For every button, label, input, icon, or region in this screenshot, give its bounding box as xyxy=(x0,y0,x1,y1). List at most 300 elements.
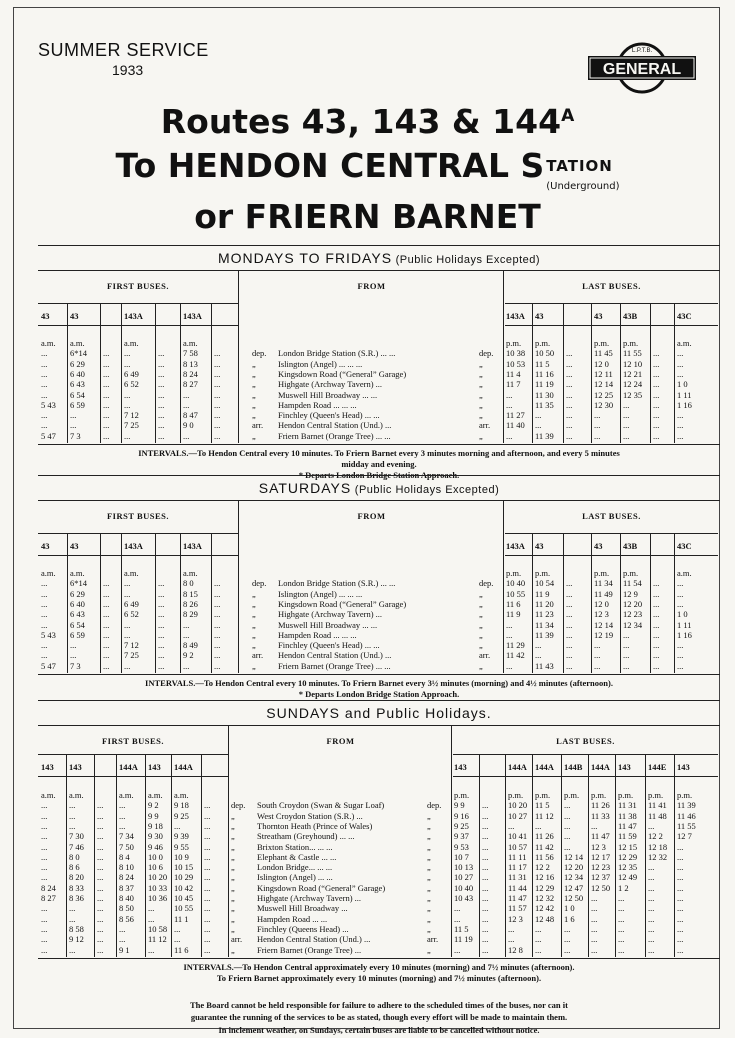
last-bus-time: ... xyxy=(677,882,684,893)
first-bus-time: 8 50 xyxy=(119,903,134,914)
last-col-divider xyxy=(561,754,562,957)
first-bus-time: ... xyxy=(97,820,104,831)
last-col-divider xyxy=(479,754,480,957)
last-bus-time: ... xyxy=(454,913,461,924)
last-bus-time: ... xyxy=(564,841,571,852)
first-bus-time: 6 40 xyxy=(70,368,85,379)
stop-suffix: „ xyxy=(427,893,431,903)
first-bus-time: 8 4 xyxy=(119,851,130,862)
first-bus-time: ... xyxy=(41,420,48,431)
first-bus-time: ... xyxy=(41,609,48,620)
last-col-header: 144A xyxy=(508,762,527,772)
first-bus-time: ... xyxy=(41,831,48,842)
last-bus-time: 11 19 xyxy=(454,934,473,945)
last-col-header: 43C xyxy=(677,541,692,551)
first-bus-time: 10 15 xyxy=(174,862,194,873)
title-underground-text: (Underground) xyxy=(546,181,620,192)
last-bus-time: p.m. xyxy=(508,790,524,800)
last-bus-time: 11 9 xyxy=(535,588,550,599)
first-bus-time: ... xyxy=(183,399,190,410)
last-bus-time: 12 9 xyxy=(623,588,638,599)
divider-from-left xyxy=(238,501,239,673)
last-col-divider xyxy=(674,754,675,957)
stop-suffix: „ xyxy=(479,629,483,640)
first-bus-time: 11 12 xyxy=(148,934,167,945)
stop-name: Hampden Road ... ... ... xyxy=(278,399,357,410)
last-bus-time: ... xyxy=(677,598,684,609)
last-bus-time: ... xyxy=(566,609,573,620)
last-bus-time: 12 3 xyxy=(594,609,609,620)
last-bus-time: ... xyxy=(564,820,571,831)
last-bus-time: ... xyxy=(618,893,625,903)
last-bus-time: 12 50 xyxy=(591,882,611,893)
last-bus-time: ... xyxy=(535,420,542,431)
last-bus-time: ... xyxy=(677,851,684,862)
last-col-header: 144A xyxy=(535,762,554,772)
first-bus-time: ... xyxy=(41,578,48,589)
last-bus-time: 12 34 xyxy=(623,619,643,630)
last-bus-time: ... xyxy=(566,588,573,599)
last-bus-time: ... xyxy=(653,420,660,431)
first-bus-time: ... xyxy=(158,410,165,421)
last-bus-time: 11 44 xyxy=(508,882,527,893)
last-bus-time: 11 27 xyxy=(506,410,525,421)
last-bus-time: ... xyxy=(677,430,684,441)
last-bus-time: 12 29 xyxy=(618,851,638,862)
section-rule-top xyxy=(38,245,720,246)
first-bus-time: ... xyxy=(41,379,48,390)
last-bus-time: 11 47 xyxy=(508,893,527,903)
last-bus-time: 11 20 xyxy=(535,598,554,609)
last-col-header: 43 xyxy=(594,541,603,551)
last-bus-time: ... xyxy=(677,923,684,934)
last-bus-time: ... xyxy=(535,650,542,661)
last-bus-time: ... xyxy=(591,923,598,934)
last-bus-time: p.m. xyxy=(648,790,664,800)
logo-small-text: L.P.T.B. xyxy=(631,48,653,54)
first-bus-time: ... xyxy=(158,609,165,620)
first-col-header: 144A xyxy=(119,762,138,772)
last-bus-time: 1 0 xyxy=(677,609,688,620)
first-bus-time: a.m. xyxy=(148,790,163,800)
first-bus-time: ... xyxy=(214,598,221,609)
first-bus-time: 7 50 xyxy=(119,841,134,852)
stop-prefix: „ xyxy=(252,640,256,651)
last-bus-time: p.m. xyxy=(506,338,522,348)
first-bus-time: 7 12 xyxy=(124,410,139,421)
last-bus-time: ... xyxy=(653,598,660,609)
last-bus-time: 11 42 xyxy=(535,841,554,852)
last-bus-time: 11 34 xyxy=(535,619,554,630)
last-bus-time: 11 39 xyxy=(677,800,696,811)
stop-prefix: „ xyxy=(252,598,256,609)
section-rule-sub xyxy=(38,270,720,271)
first-bus-time: ... xyxy=(158,629,165,640)
last-bus-time: 12 11 xyxy=(594,368,613,379)
stop-suffix: „ xyxy=(427,820,431,831)
section-heading xyxy=(38,705,720,721)
first-bus-time: 10 45 xyxy=(174,893,194,903)
first-bus-time: ... xyxy=(103,399,110,410)
stop-prefix: „ xyxy=(252,588,256,599)
first-bus-time: ... xyxy=(97,882,104,893)
last-bus-time: 12 35 xyxy=(618,862,638,873)
last-bus-time: 1 16 xyxy=(677,399,692,410)
first-bus-time: 7 3 xyxy=(70,660,81,671)
first-bus-time: ... xyxy=(214,379,221,390)
last-col-header: 144B xyxy=(564,762,583,772)
first-bus-time: ... xyxy=(214,410,221,421)
first-bus-time: ... xyxy=(41,810,48,821)
last-bus-time: ... xyxy=(482,944,489,955)
title-station-text: TATION xyxy=(546,157,613,175)
last-bus-time: 11 29 xyxy=(506,640,525,651)
first-bus-time: 9 46 xyxy=(148,841,163,852)
last-bus-time: p.m. xyxy=(591,790,607,800)
first-bus-time: ... xyxy=(183,619,190,630)
last-bus-time: ... xyxy=(677,934,684,945)
last-bus-time: 11 47 xyxy=(618,820,637,831)
last-bus-time: ... xyxy=(653,368,660,379)
last-bus-time: 1 16 xyxy=(677,629,692,640)
first-bus-time: a.m. xyxy=(41,790,56,800)
stop-suffix: „ xyxy=(479,358,483,369)
last-col-header: 143A xyxy=(506,311,525,321)
stop-prefix: dep. xyxy=(231,800,246,811)
first-bus-time: 6 52 xyxy=(124,609,139,620)
last-bus-time: ... xyxy=(653,379,660,390)
stop-suffix: „ xyxy=(427,872,431,883)
first-bus-time: ... xyxy=(103,619,110,630)
first-bus-time: ... xyxy=(158,650,165,661)
last-bus-time: 12 23 xyxy=(591,862,611,873)
first-col-header: 143A xyxy=(183,541,202,551)
last-bus-time: ... xyxy=(648,903,655,914)
first-bus-time: a.m. xyxy=(41,338,56,348)
last-bus-time: 1 0 xyxy=(677,379,688,390)
last-col-header: 43B xyxy=(623,311,638,321)
first-bus-time: ... xyxy=(41,913,48,924)
stop-suffix: „ xyxy=(427,851,431,862)
stop-suffix: „ xyxy=(479,379,483,390)
stop-name: Friern Barnet (Orange Tree) ... ... xyxy=(278,430,391,441)
last-bus-time: ... xyxy=(648,872,655,883)
first-bus-time: ... xyxy=(41,348,48,359)
last-bus-time: ... xyxy=(594,410,601,421)
stop-prefix: arr. xyxy=(252,420,264,431)
first-bus-time: ... xyxy=(158,389,165,400)
first-bus-time: 11 6 xyxy=(174,944,189,955)
last-bus-time: p.m. xyxy=(535,568,551,578)
stop-name: South Croydon (Swan & Sugar Loaf) xyxy=(257,800,385,811)
first-bus-time: ... xyxy=(214,609,221,620)
stop-suffix: „ xyxy=(479,660,483,671)
stop-name: Finchley (Queen's Head) ... ... xyxy=(278,410,380,421)
first-bus-time: ... xyxy=(214,660,221,671)
first-bus-time: 7 34 xyxy=(119,831,134,842)
last-bus-time: ... xyxy=(623,660,630,671)
stop-name: Kingsdown Road (“General” Garage) xyxy=(278,368,407,379)
last-bus-time: ... xyxy=(677,903,684,914)
last-bus-time: ... xyxy=(623,399,630,410)
last-bus-time: ... xyxy=(506,399,513,410)
first-bus-time: ... xyxy=(174,820,181,831)
last-bus-time: 12 37 xyxy=(591,872,611,883)
section-title: SUNDAYS and Public Holidays. xyxy=(266,705,492,721)
first-bus-time: 8 58 xyxy=(69,923,84,934)
stop-suffix: „ xyxy=(479,588,483,599)
title-station-block xyxy=(546,154,619,192)
first-bus-time: ... xyxy=(97,923,104,934)
first-bus-time: 7 46 xyxy=(69,841,84,852)
columns-rule-right xyxy=(453,754,718,755)
last-bus-time: ... xyxy=(482,903,489,914)
last-bus-time: 12 15 xyxy=(618,841,638,852)
last-bus-time: ... xyxy=(482,820,489,831)
first-bus-time: ... xyxy=(119,923,126,934)
first-bus-time: ... xyxy=(214,640,221,651)
title-hendon: To HENDON CENTRAL S xyxy=(115,146,545,185)
last-bus-time: ... xyxy=(506,629,513,640)
last-bus-time: 12 20 xyxy=(623,598,643,609)
first-bus-time: 6 52 xyxy=(124,379,139,390)
last-bus-time: 11 33 xyxy=(591,810,610,821)
stop-prefix: „ xyxy=(252,629,256,640)
first-bus-time: 6 54 xyxy=(70,619,85,630)
first-bus-time: ... xyxy=(124,588,131,599)
last-bus-time: 11 19 xyxy=(535,379,554,390)
last-bus-time: ... xyxy=(623,629,630,640)
year-heading: 1933 xyxy=(112,62,144,78)
first-bus-time: ... xyxy=(183,389,190,400)
divider-from-right xyxy=(451,726,452,957)
last-bus-time: 12 10 xyxy=(623,358,643,369)
first-bus-time: ... xyxy=(158,430,165,441)
first-bus-time: ... xyxy=(103,368,110,379)
last-bus-time: ... xyxy=(648,944,655,955)
last-bus-time: 11 39 xyxy=(535,629,554,640)
last-bus-time: 11 17 xyxy=(508,862,527,873)
first-bus-time: 6*14 xyxy=(70,348,87,359)
last-bus-time: ... xyxy=(566,379,573,390)
stop-prefix: „ xyxy=(252,368,256,379)
first-bus-time: ... xyxy=(103,410,110,421)
last-bus-time: ... xyxy=(508,923,515,934)
last-bus-time: ... xyxy=(564,800,571,811)
last-bus-time: 9 9 xyxy=(454,800,465,811)
last-bus-time: 10 13 xyxy=(454,862,474,873)
last-bus-time: 10 7 xyxy=(454,851,469,862)
first-bus-time: ... xyxy=(214,399,221,410)
stop-name: Hendon Central Station (Und.) ... xyxy=(278,420,392,431)
first-bus-time: ... xyxy=(214,389,221,400)
first-col-header: 43 xyxy=(70,541,79,551)
stop-name: Brixton Station... ... ... xyxy=(257,841,333,852)
last-bus-time: 12 2 xyxy=(535,862,550,873)
last-bus-time: 12 35 xyxy=(623,389,643,400)
last-bus-time: ... xyxy=(564,810,571,821)
stop-name: London Bridge Station (S.R.) ... ... xyxy=(278,578,396,589)
last-bus-time: ... xyxy=(618,903,625,914)
last-bus-time: ... xyxy=(653,650,660,661)
from-label: FROM xyxy=(357,511,386,521)
first-bus-time: ... xyxy=(97,831,104,842)
last-bus-time: p.m. xyxy=(594,338,610,348)
first-bus-time: 5 47 xyxy=(41,660,56,671)
last-bus-time: p.m. xyxy=(618,790,634,800)
stop-prefix: „ xyxy=(231,903,235,914)
stop-prefix: „ xyxy=(231,893,235,903)
first-bus-time: ... xyxy=(119,934,126,945)
section-rule-sub xyxy=(38,725,720,726)
first-bus-time: ... xyxy=(214,358,221,369)
first-col-divider xyxy=(67,303,68,443)
first-bus-time: ... xyxy=(103,578,110,589)
divider-from-right xyxy=(503,501,504,673)
first-col-divider xyxy=(116,754,117,957)
first-bus-time: ... xyxy=(124,430,131,441)
first-col-divider xyxy=(211,303,212,443)
last-col-header: 144E xyxy=(648,762,667,772)
title-line-3: or FRIERN BARNET xyxy=(194,197,541,236)
last-bus-time: 11 7 xyxy=(506,379,521,390)
last-bus-time: 12 47 xyxy=(564,882,584,893)
footer-line-1: The Board cannot be held responsible for failure to adhere to the scheduled times of the buses, nor can it xyxy=(190,1000,568,1010)
last-bus-time: p.m. xyxy=(506,568,522,578)
last-col-divider xyxy=(674,303,675,443)
stop-suffix: „ xyxy=(479,410,483,421)
first-bus-time: ... xyxy=(183,430,190,441)
last-bus-time: 12 25 xyxy=(594,389,614,400)
last-bus-time: ... xyxy=(566,660,573,671)
first-bus-time: 11 1 xyxy=(174,913,189,924)
last-bus-time: ... xyxy=(535,820,542,831)
first-bus-time: 7 58 xyxy=(183,348,198,359)
first-bus-time: ... xyxy=(69,820,76,831)
stop-suffix: „ xyxy=(479,399,483,410)
last-bus-time: 12 7 xyxy=(677,831,692,842)
rows-rule-right xyxy=(505,555,718,556)
stop-name: Muswell Hill Broadway ... ... xyxy=(278,389,378,400)
first-bus-time: ... xyxy=(103,348,110,359)
first-bus-time: ... xyxy=(158,358,165,369)
title-sup: A xyxy=(561,106,575,126)
first-bus-time: ... xyxy=(124,619,131,630)
last-col-divider xyxy=(591,303,592,443)
first-bus-time: 7 25 xyxy=(124,420,139,431)
last-col-divider xyxy=(620,533,621,673)
last-bus-time: 12 2 xyxy=(648,831,663,842)
first-bus-time: 8 13 xyxy=(183,358,198,369)
first-col-divider xyxy=(211,533,212,673)
last-bus-time: ... xyxy=(591,913,598,924)
last-bus-time: ... xyxy=(591,820,598,831)
last-col-divider xyxy=(674,533,675,673)
last-bus-time: 12 3 xyxy=(508,913,523,924)
last-bus-time: ... xyxy=(566,410,573,421)
first-bus-time: ... xyxy=(41,358,48,369)
stop-name: Islington (Angel) ... ... ... xyxy=(278,588,363,599)
stop-prefix: „ xyxy=(231,944,235,955)
interval-note: * Departs London Bridge Station Approach. xyxy=(298,689,460,699)
divider-from-left xyxy=(228,726,229,957)
last-col-divider xyxy=(650,303,651,443)
first-bus-time: 9 18 xyxy=(148,820,163,831)
first-bus-time: 6 59 xyxy=(70,629,85,640)
last-col-header: 43B xyxy=(623,541,638,551)
last-bus-time: 11 35 xyxy=(535,399,554,410)
last-bus-time: 1 11 xyxy=(677,619,692,630)
last-bus-time: 10 27 xyxy=(508,810,528,821)
stop-suffix: „ xyxy=(479,640,483,651)
last-bus-time: ... xyxy=(566,650,573,661)
last-col-header: 43 xyxy=(594,311,603,321)
first-bus-time: 8 40 xyxy=(119,893,134,903)
stop-suffix: „ xyxy=(479,430,483,441)
last-bus-time: 10 55 xyxy=(506,588,526,599)
last-bus-time: ... xyxy=(454,944,461,955)
stop-suffix: „ xyxy=(427,923,431,934)
first-bus-time: ... xyxy=(124,629,131,640)
stop-suffix: „ xyxy=(427,810,431,821)
stop-prefix: dep. xyxy=(252,348,267,359)
first-bus-time: 8 15 xyxy=(183,588,198,599)
last-bus-time: 10 41 xyxy=(508,831,528,842)
last-bus-time: 12 32 xyxy=(648,851,668,862)
last-bus-time: ... xyxy=(677,358,684,369)
first-bus-time: ... xyxy=(41,820,48,831)
first-bus-time: 10 33 xyxy=(148,882,168,893)
last-bus-time: ... xyxy=(623,650,630,661)
first-bus-time: 9 18 xyxy=(174,800,189,811)
last-bus-time: ... xyxy=(482,893,489,903)
last-bus-time: ... xyxy=(591,903,598,914)
first-bus-time: ... xyxy=(148,944,155,955)
first-bus-time: ... xyxy=(103,660,110,671)
first-bus-time: 6*14 xyxy=(70,578,87,589)
last-bus-time: 12 19 xyxy=(594,629,614,640)
last-bus-time: 11 40 xyxy=(506,420,525,431)
first-bus-time: ... xyxy=(41,368,48,379)
last-bus-time: 11 30 xyxy=(535,389,554,400)
stop-prefix: „ xyxy=(252,619,256,630)
first-bus-time: ... xyxy=(214,348,221,359)
section-rule-bottom xyxy=(38,958,720,959)
first-col-divider xyxy=(155,303,156,443)
last-col-header: 143 xyxy=(677,762,690,772)
stop-name: Highgate (Archway Tavern) ... xyxy=(257,893,362,903)
last-bus-time: 11 11 xyxy=(508,851,527,862)
first-bus-time: ... xyxy=(214,588,221,599)
section-subtitle: (Public Holidays Excepted) xyxy=(392,254,541,266)
first-col-divider xyxy=(180,303,181,443)
from-label: FROM xyxy=(326,736,355,746)
last-bus-time: ... xyxy=(535,944,542,955)
last-col-header: 143A xyxy=(506,541,525,551)
stop-prefix: dep. xyxy=(252,578,267,589)
stop-prefix: „ xyxy=(231,913,235,924)
first-bus-time: ... xyxy=(158,598,165,609)
last-bus-time: ... xyxy=(482,913,489,924)
last-bus-time: 12 0 xyxy=(594,358,609,369)
first-buses-label: FIRST BUSES. xyxy=(101,736,165,746)
first-bus-time: 10 55 xyxy=(174,903,194,914)
last-bus-time: 12 0 xyxy=(594,598,609,609)
first-bus-time: ... xyxy=(158,420,165,431)
last-col-header: 43 xyxy=(535,311,544,321)
last-bus-time: ... xyxy=(508,934,515,945)
first-bus-time: ... xyxy=(204,944,211,955)
